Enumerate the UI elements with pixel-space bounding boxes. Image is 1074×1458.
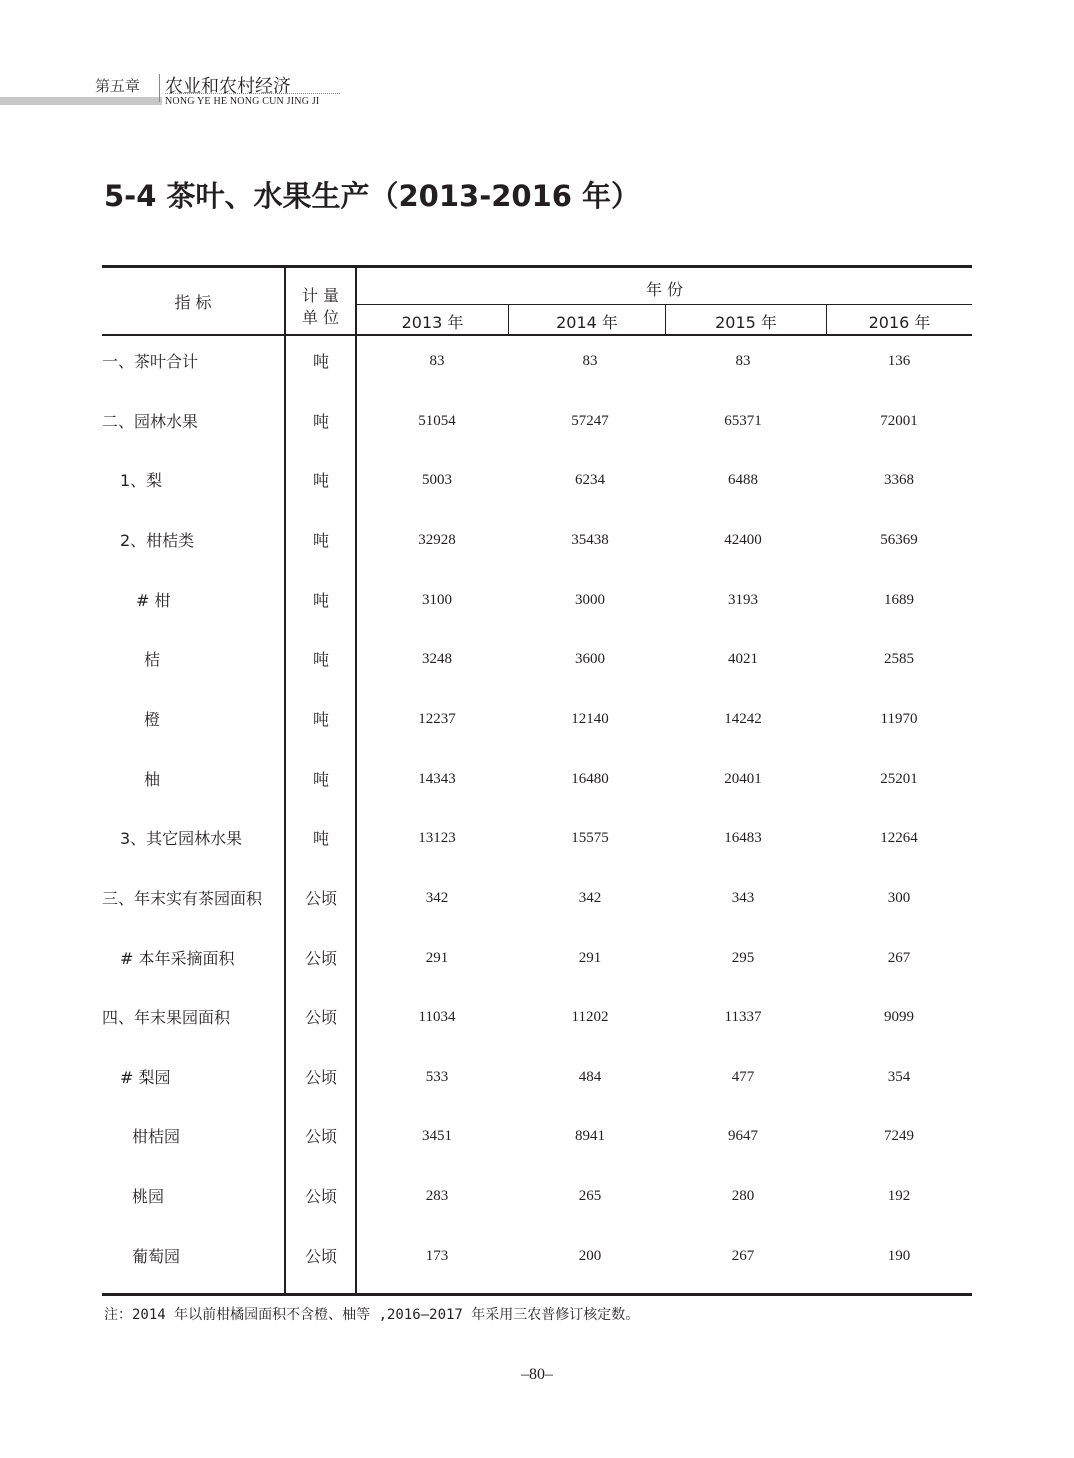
cell-value: 354	[887, 1068, 911, 1085]
page-number: –80–	[521, 1366, 553, 1383]
table-row	[102, 468, 972, 498]
cell-value: 15575	[571, 830, 609, 847]
table-row	[102, 1065, 972, 1095]
row-unit: 吨	[312, 829, 329, 849]
cell-value: 136	[887, 353, 911, 369]
cell-value: 267	[887, 949, 911, 966]
cell-value: 13123	[418, 830, 456, 847]
cell-value: 5003	[422, 472, 452, 489]
row-unit: 吨	[312, 590, 329, 610]
cell-value: 12237	[418, 710, 456, 727]
header-divider	[159, 74, 160, 102]
chapter-title: 农业和农村经济	[165, 76, 291, 97]
header-year-2015: 2015 年	[715, 313, 777, 332]
row-unit: 吨	[312, 352, 329, 371]
row-unit: 吨	[312, 769, 329, 789]
row-label: # 本年采摘面积	[120, 948, 235, 968]
cell-value: 3600	[575, 651, 605, 668]
cell-value: 4021	[728, 651, 758, 668]
cell-value: 343	[731, 889, 755, 906]
cell-value: 56369	[880, 531, 918, 548]
cell-value: 280	[731, 1188, 755, 1205]
cell-value: 3193	[728, 591, 758, 608]
row-unit: 公顷	[304, 1246, 337, 1266]
cell-value: 3368	[884, 472, 914, 489]
cell-value: 11970	[880, 710, 918, 727]
cell-value: 11337	[724, 1009, 762, 1026]
cell-value: 484	[578, 1068, 602, 1085]
row-unit: 吨	[312, 709, 329, 729]
row-label: # 柑	[136, 590, 171, 610]
cell-value: 51054	[418, 412, 456, 429]
cell-value: 300	[887, 889, 911, 906]
table-row	[102, 707, 972, 737]
table-row	[102, 826, 972, 856]
table-row	[102, 886, 972, 916]
cell-value: 3248	[422, 651, 452, 668]
cell-value: 14242	[724, 710, 762, 727]
row-label: # 梨园	[120, 1067, 171, 1087]
row-label: 四、年末果园面积	[102, 1008, 231, 1028]
row-label: 二、园林水果	[102, 411, 199, 431]
cell-value: 3100	[422, 591, 452, 608]
cell-value: 3451	[422, 1128, 452, 1145]
cell-value: 83	[582, 353, 598, 369]
row-label: 葡萄园	[132, 1246, 181, 1266]
cell-value: 32928	[418, 531, 456, 548]
row-label: 橙	[144, 709, 161, 729]
row-label: 1、梨	[120, 471, 163, 491]
table-row	[102, 767, 972, 797]
table-top-rule	[102, 265, 972, 268]
row-unit: 公顷	[304, 1008, 337, 1028]
cell-value: 192	[887, 1188, 911, 1205]
row-label: 桔	[144, 650, 161, 670]
row-unit: 公顷	[304, 1067, 337, 1087]
row-label: 3、其它园林水果	[120, 829, 243, 849]
cell-value: 295	[731, 949, 755, 966]
cell-value: 291	[425, 949, 449, 966]
cell-value: 20401	[724, 770, 762, 787]
header-year-2016: 2016 年	[868, 313, 931, 332]
row-label: 桃园	[132, 1187, 165, 1207]
row-unit: 公顷	[304, 1127, 337, 1147]
cell-value: 25201	[880, 770, 918, 787]
header-band	[0, 97, 162, 105]
table-row	[102, 946, 972, 976]
cell-value: 1689	[884, 591, 914, 608]
row-unit: 吨	[312, 530, 329, 550]
row-unit: 公顷	[304, 948, 337, 968]
cell-value: 7249	[884, 1128, 914, 1145]
cell-value: 12140	[571, 710, 609, 727]
cell-value: 14343	[418, 770, 456, 787]
cell-value: 267	[731, 1247, 755, 1264]
table-row	[102, 528, 972, 558]
cell-value: 12264	[880, 830, 918, 847]
row-label: 一、茶叶合计	[102, 352, 199, 371]
cell-value: 35438	[571, 531, 609, 548]
table-header-rule	[102, 334, 972, 336]
cell-value: 342	[578, 889, 602, 906]
cell-value: 533	[425, 1068, 449, 1085]
row-unit: 公顷	[304, 1187, 337, 1207]
row-label: 2、柑桔类	[120, 530, 195, 550]
cell-value: 2585	[884, 651, 914, 668]
year-group-rule	[356, 304, 972, 305]
cell-value: 83	[429, 353, 445, 369]
row-unit: 吨	[312, 471, 329, 491]
row-unit: 吨	[312, 411, 329, 431]
cell-value: 65371	[724, 412, 762, 429]
table-row	[102, 349, 972, 379]
header-unit-line2: 单 位	[301, 308, 340, 327]
table-row	[102, 588, 972, 618]
cell-value: 42400	[724, 531, 762, 548]
table-row	[102, 1184, 972, 1214]
row-unit: 吨	[312, 650, 329, 670]
cell-value: 173	[425, 1247, 449, 1264]
table-row	[102, 647, 972, 677]
row-unit: 公顷	[304, 888, 337, 908]
chapter-pinyin: NONG YE HE NONG CUN JING JI	[165, 96, 320, 107]
cell-value: 83	[735, 353, 751, 369]
header-rule	[165, 93, 340, 94]
table-bottom-rule	[102, 1293, 972, 1296]
cell-value: 342	[425, 889, 449, 906]
page-title: 5-4 茶叶、水果生产（2013-2016 年）	[104, 179, 641, 213]
cell-value: 190	[887, 1247, 911, 1264]
header-year-group: 年 份	[645, 280, 684, 299]
row-label: 柚	[144, 769, 161, 789]
cell-value: 6488	[728, 472, 758, 489]
header-unit-line1: 计 量	[301, 286, 340, 305]
chapter-badge: 第五章	[95, 77, 141, 95]
table-row	[102, 1244, 972, 1274]
cell-value: 72001	[880, 412, 918, 429]
cell-value: 11202	[571, 1009, 609, 1026]
cell-value: 16480	[571, 770, 609, 787]
cell-value: 291	[578, 949, 602, 966]
row-label: 柑桔园	[132, 1127, 181, 1147]
table-row	[102, 409, 972, 439]
table-footnote: 注：2014 年以前柑橘园面积不含橙、柚等 ,2016—2017 年采用三农普修订核定数。	[104, 1307, 640, 1323]
cell-value: 8941	[575, 1128, 605, 1145]
cell-value: 11034	[418, 1009, 456, 1026]
cell-value: 265	[578, 1188, 602, 1205]
row-label: 三、年末实有茶园面积	[102, 888, 263, 908]
table-row	[102, 1124, 972, 1154]
cell-value: 3000	[575, 591, 605, 608]
cell-value: 9647	[728, 1128, 758, 1145]
cell-value: 283	[425, 1188, 449, 1205]
cell-value: 6234	[575, 472, 605, 489]
cell-value: 57247	[571, 412, 609, 429]
table-row	[102, 1005, 972, 1035]
header-year-2013: 2013 年	[401, 313, 464, 332]
header-indicator: 指 标	[174, 293, 212, 312]
header-year-2014: 2014 年	[556, 313, 618, 332]
cell-value: 9099	[884, 1009, 914, 1026]
cell-value: 16483	[724, 830, 762, 847]
cell-value: 200	[578, 1247, 602, 1264]
cell-value: 477	[731, 1068, 755, 1085]
